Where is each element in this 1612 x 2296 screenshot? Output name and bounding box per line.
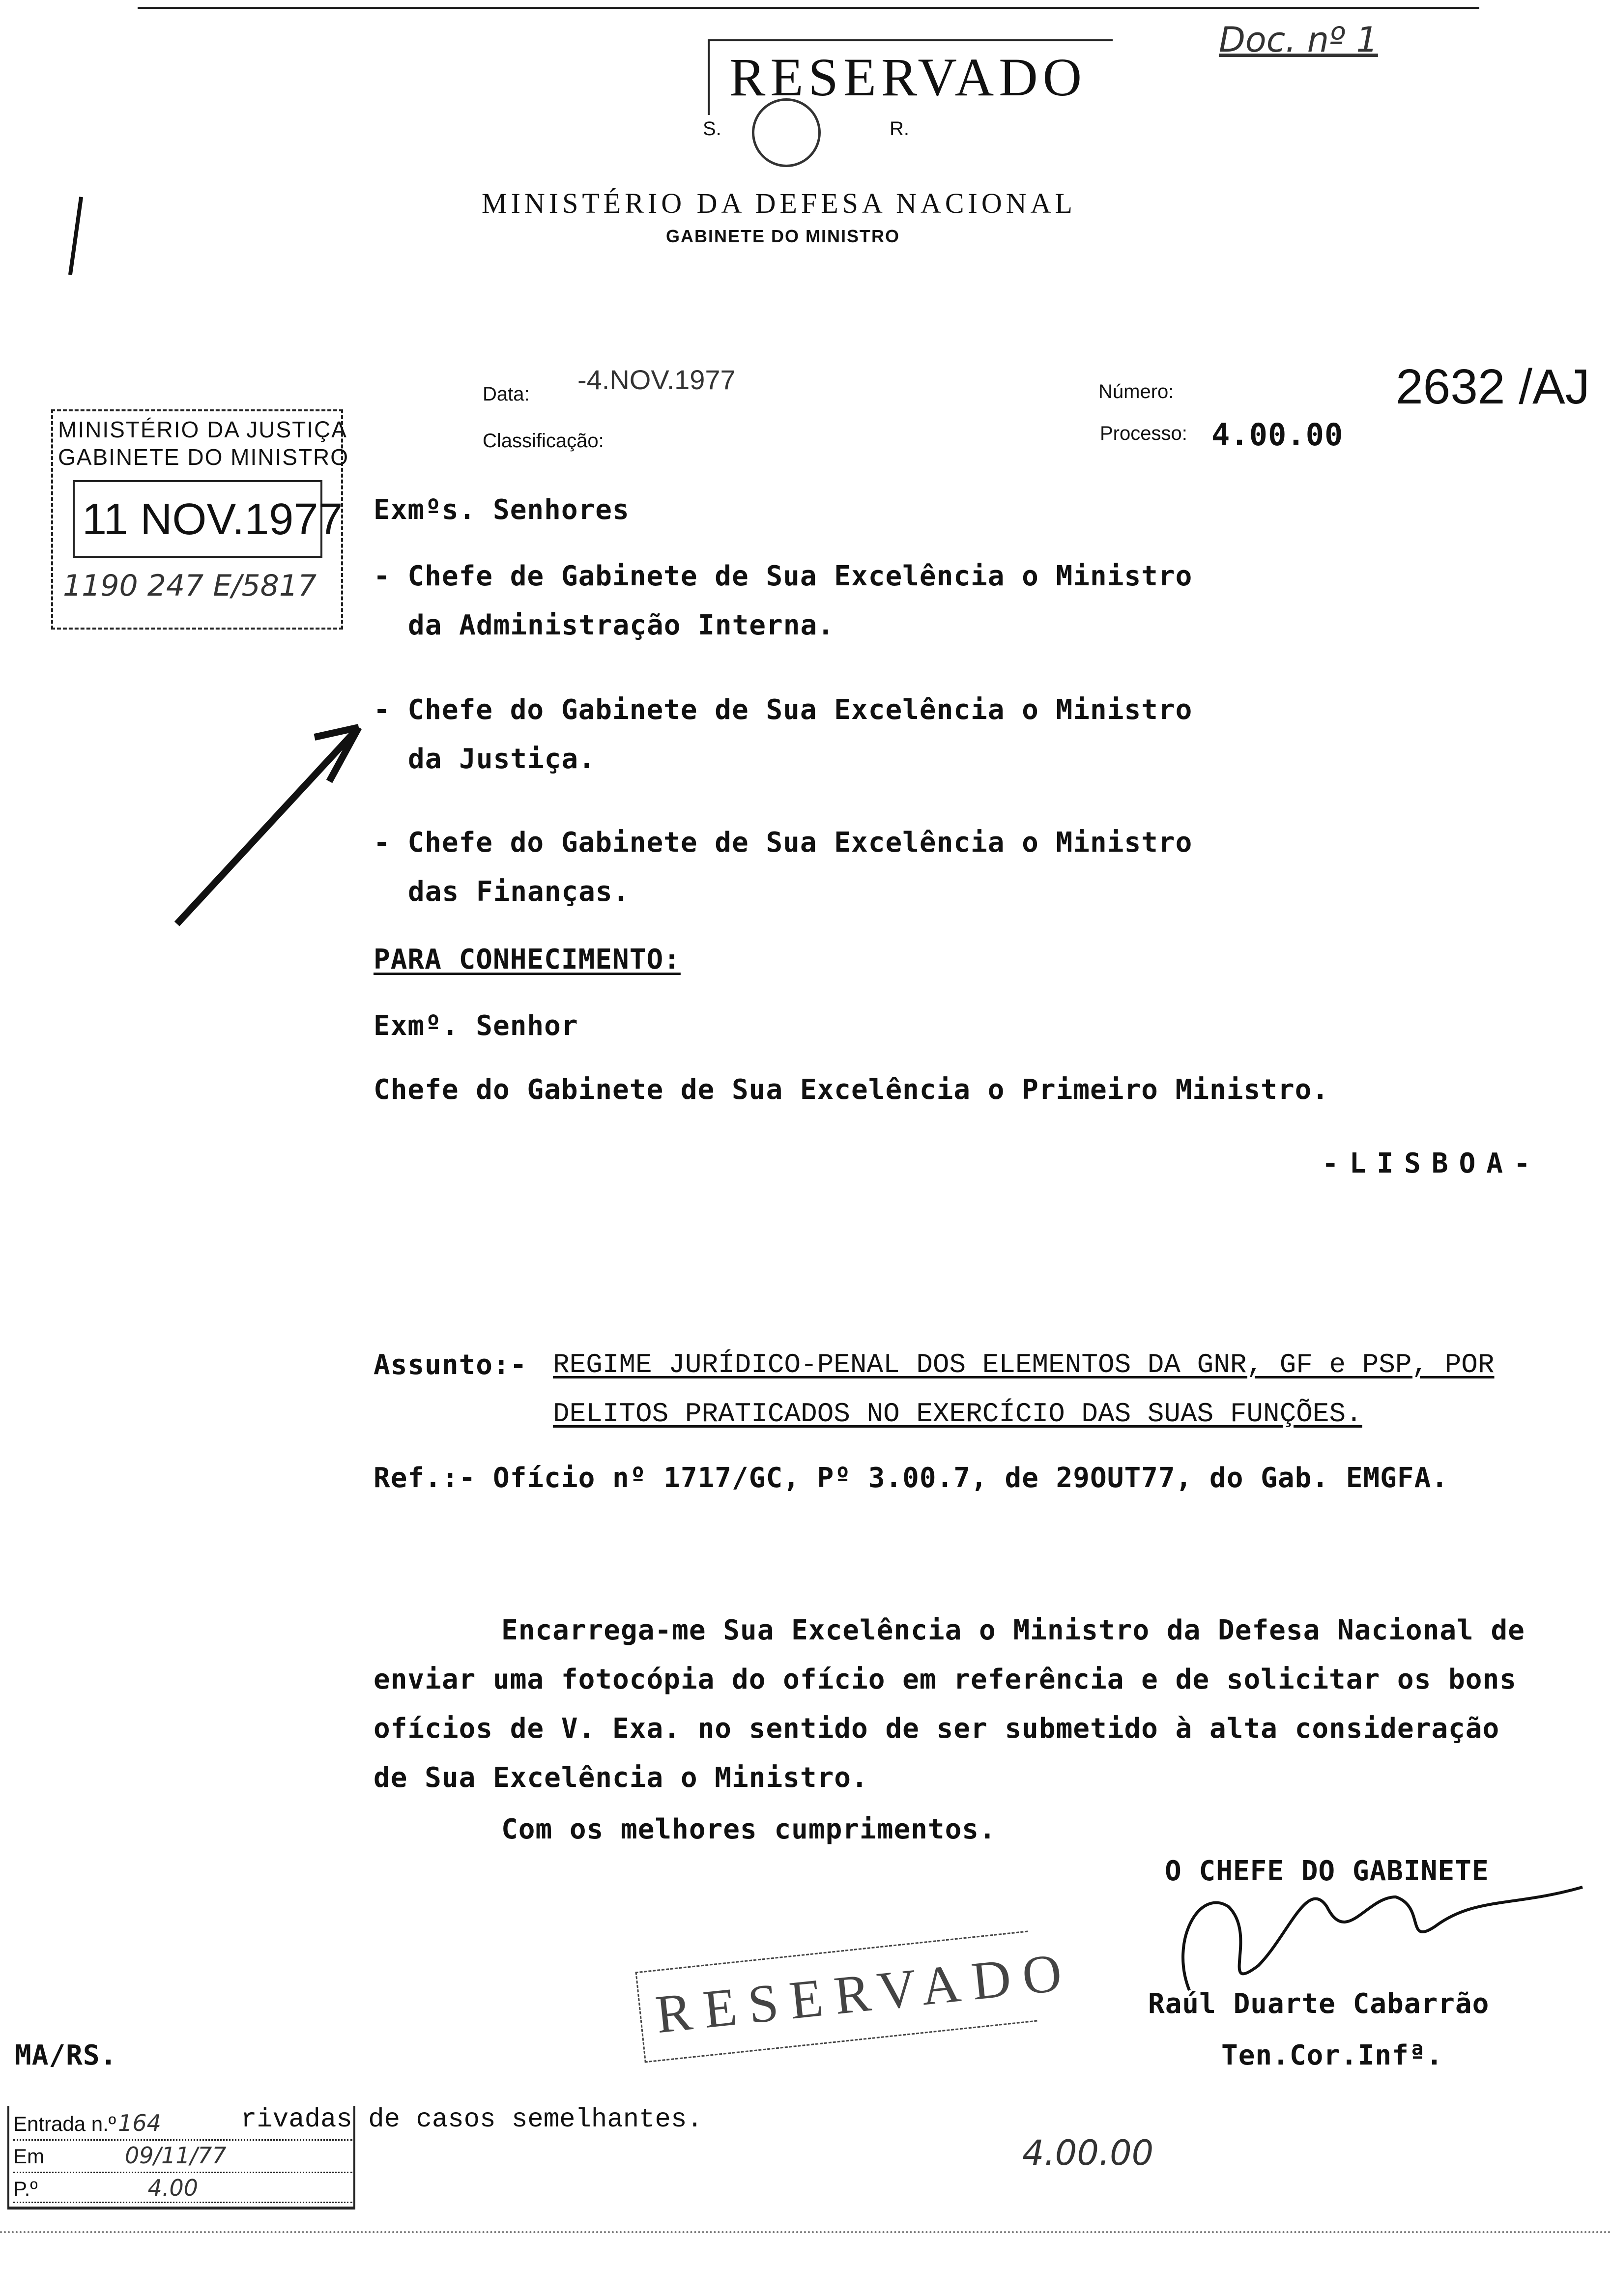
salutation: Exmºs. Senhores xyxy=(374,494,630,526)
stamp-s: S. xyxy=(703,118,721,140)
city: -LISBOA- xyxy=(1322,1148,1541,1179)
entry-number-value: 164 xyxy=(118,2110,161,2136)
subject-line1: REGIME JURÍDICO-PENAL DOS ELEMENTOS DA GNR, GF e PSP, POR xyxy=(553,1349,1495,1380)
date-label: Data: xyxy=(483,383,530,405)
signatory-name: Raúl Duarte Cabarrão xyxy=(1148,1988,1490,2020)
addressee-3-line1: - Chefe do Gabinete de Sua Excelência o Ministro xyxy=(374,827,1193,859)
top-rule xyxy=(138,7,1479,9)
addressee-1-line1: - Chefe de Gabinete de Sua Excelência o Ministro xyxy=(374,560,1193,592)
number-value: 2632 /AJ xyxy=(1396,359,1590,414)
body-line-3: ofícios de V. Exa. no sentido de ser submetido à alta consideração xyxy=(374,1713,1500,1745)
addressee-1-line2: da Administração Interna. xyxy=(408,609,835,641)
reserved-stamp-bottom-text: RESERVADO xyxy=(653,1941,1076,2045)
reference-line: Ref.:- Ofício nº 1717/GC, Pº 3.00.7, de 29OUT77, do Gab. EMGFA. xyxy=(374,1462,1449,1494)
cabinet-name: GABINETE DO MINISTRO xyxy=(666,226,900,246)
body-line-4: de Sua Excelência o Ministro. xyxy=(374,1762,868,1794)
received-stamp-line1: MINISTÉRIO DA JUSTIÇA xyxy=(58,417,347,442)
received-stamp xyxy=(51,409,349,630)
classification-label: Classificação: xyxy=(483,430,604,452)
handwritten-process-number: 4.00.00 xyxy=(1022,2133,1154,2173)
salutation-2: Exmº. Senhor xyxy=(374,1010,578,1042)
received-stamp-line2: GABINETE DO MINISTRO xyxy=(58,444,349,470)
closing: Com os melhores cumprimentos. xyxy=(501,1813,996,1845)
date-value: -4.NOV.1977 xyxy=(577,364,736,395)
addressee-3-line2: das Finanças. xyxy=(408,876,630,908)
entry-process-value: 4.00 xyxy=(147,2175,199,2201)
initials: MA/RS. xyxy=(15,2039,117,2071)
subject-label: Assunto:- xyxy=(374,1349,527,1381)
entry-number-label: Entrada n.º xyxy=(13,2112,116,2135)
body-line-2: enviar uma fotocópia do ofício em referência e de solicitar os bons xyxy=(374,1664,1517,1695)
stamp-r: R. xyxy=(890,118,909,140)
bleed-through-text: rivadas de casos semelhantes. xyxy=(241,2105,703,2135)
addressee-2-line1: - Chefe do Gabinete de Sua Excelência o Ministro xyxy=(374,694,1193,726)
signatory-rank: Ten.Cor.Infª. xyxy=(1221,2039,1443,2071)
received-stamp-date: 11 NOV.1977 xyxy=(82,495,343,544)
reserved-stamp-bottom xyxy=(635,1931,1076,2063)
arrow-mark-icon xyxy=(167,708,374,934)
number-label: Número: xyxy=(1098,381,1174,402)
received-stamp-reference: 1190 247 E/5817 xyxy=(63,569,317,603)
entry-process-label: P.º xyxy=(13,2177,38,2200)
doc-note: Doc. nº 1 xyxy=(1219,20,1378,60)
signature-title: O CHEFE DO GABINETE xyxy=(1165,1855,1489,1887)
coat-of-arms-icon xyxy=(752,98,821,167)
reserved-stamp-text: RESERVADO xyxy=(729,47,1087,107)
entry-date-label: Em xyxy=(13,2145,44,2168)
cc-recipient: Chefe do Gabinete de Sua Excelência o Primeiro Ministro. xyxy=(374,1074,1329,1106)
bottom-edge-noise xyxy=(0,2231,1612,2235)
addressee-2-line2: da Justiça. xyxy=(408,743,596,775)
subject-line2: DELITOS PRATICADOS NO EXERCÍCIO DAS SUAS FUNÇÕES. xyxy=(553,1398,1362,1430)
para-conhecimento: PARA CONHECIMENTO: xyxy=(374,944,681,976)
margin-mark xyxy=(68,197,83,275)
entry-date-value: 09/11/77 xyxy=(125,2142,227,2169)
process-value: 4.00.00 xyxy=(1211,417,1344,453)
body-line-1: Encarrega-me Sua Excelência o Ministro da Defesa Nacional de xyxy=(501,1614,1525,1646)
process-label: Processo: xyxy=(1100,423,1187,444)
ministry-name: MINISTÉRIO DA DEFESA NACIONAL xyxy=(482,187,1076,219)
